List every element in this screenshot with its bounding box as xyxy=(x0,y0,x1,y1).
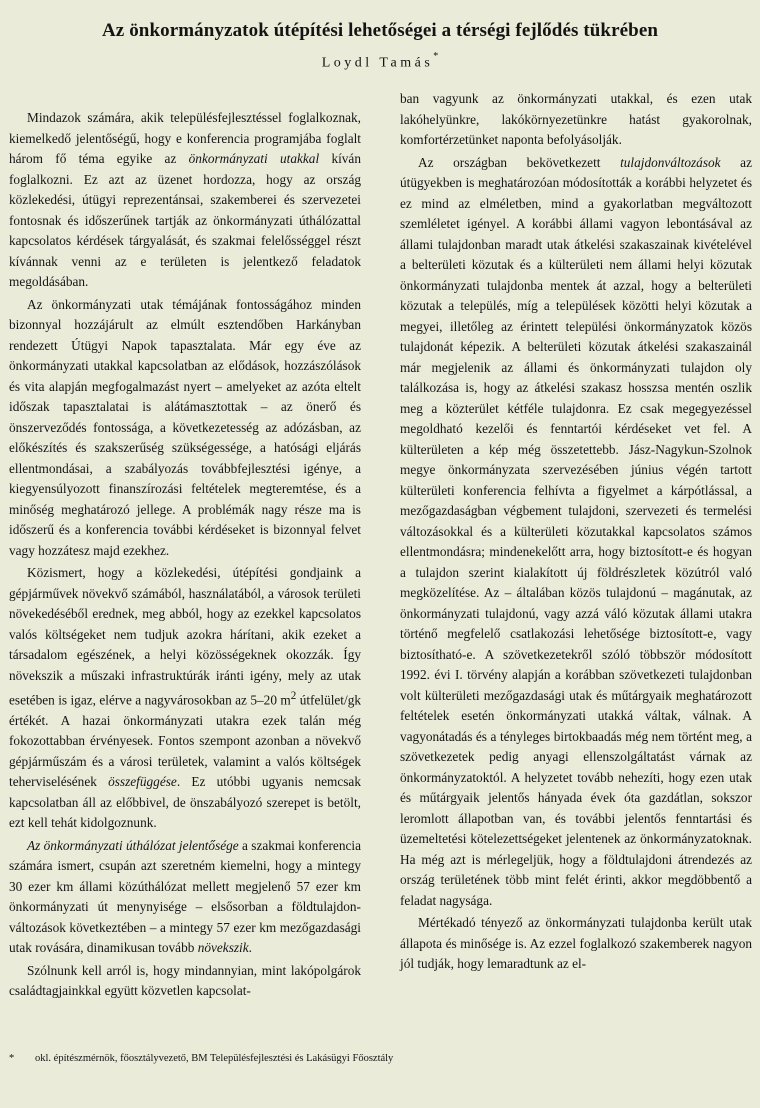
text-run: a szakmai konferencia számára ismert, csupán azt szeretném kiemelni, hogy a mintegy 30 ezer km állami közúthálózat mellett megjelenő 57 ezer km önkormányzati út menynyisége – elsősorban a földtulajdon-változások következtében – a mintegy 57 ezer km mezőgazdasági utak rovására, dinamikusan tovább xyxy=(9,837,361,956)
text-run: kíván foglalkozni. Ez azt az üzenet hordozza, hogy az ország közlekedési, útügyi reprezentánsai, szakemberei és szervezetei fontosnak és időszerűnek tartják az önkormányzati úthálózattal kapcsolatos kérdések tárgyalását, és szakmai felelősséggel részt kívánnak venni az e területen is jelentkező feladatok megoldásában. xyxy=(9,151,361,289)
paragraph: Az önkormányzati utak témájának fontosságához minden bizonnyal hozzájárult az elmúlt esztendőben Harkányban rendezett Útügyi Napok tapasztalata. Már egy éve az önkormányzati utakkal kapcsolatban az elődások, hozzászólások és vita alapján megfogalmazást nyert – amelyeket az azóta eltelt időszak tapasztalatai is alátámasztottak – az önerő és önszerveződés fontossága, a következetesség az adózásban, az előkészítés és szakszerűség szükségessége, a hatósági eljárás ellentmondásai, a szabályozás továbbfejlesztési igénye, a kiegyensúlyozott finanszírozási feltételek megteremtése, és a minőség meghatározó jellege. A problémák nagy része ma is időszerű és a konferencia további kérdéseket is bizonnyal felvet vagy hozzátesz majd ezekhez. xyxy=(9,296,361,558)
author-footnote-mark: * xyxy=(433,51,439,62)
superscript: 2 xyxy=(290,690,297,702)
emphasis: összefüggése xyxy=(108,774,177,790)
footnote xyxy=(9,1052,749,1066)
left-column xyxy=(9,108,361,1002)
author-line xyxy=(0,53,760,72)
text-run: . xyxy=(248,940,252,956)
text-run: Közismert, hogy a közlekedési, útépítési gondjaink a gépjárművek növekvő számából, használatából, a városok területi növekedéséből erednek, meg abból, hogy az ezekkel kapcsolatos valós költségeket nem tudjuk azokra hárítani, akik ezeket a társadalom egészének, a helyi közösségeknek okozzák. Így növekszik a műszaki infrastruktúrák iránti igény, mely az utak esetében is igaz, elérve a nagyvárosokban az 5–20 m xyxy=(9,565,361,708)
paragraph xyxy=(400,153,752,912)
text-run: Az országban bekövetkezett xyxy=(418,154,621,170)
paragraph: ban vagyunk az önkormányzati utakkal, és ezen utak lakóhelyünkre, lakókörnyezetünkre hatást gyakorolnak, komfortérzetünket naponta befolyásolják. xyxy=(400,91,752,147)
emphasis: növekszik xyxy=(197,940,249,956)
paragraph: Szólnunk kell arról is, hogy mindannyian, mint lakópolgárok családtagjainkkal együtt közvetlen kapcsolat- xyxy=(9,962,361,999)
text-run: Mindazok számára, akik településfejlesztéssel foglalkoznak, kiemelkedő jelentőségű, hogy e konferencia programjába foglalt három fő téma egyike az xyxy=(9,110,361,166)
paragraph: Mértékadó tényező az önkormányzati tulajdonba került utak állapota és minősége is. Az ezzel foglalkozó szakemberek nagyon jól tudják, hogy lemaradtunk az el- xyxy=(400,915,752,971)
right-column xyxy=(400,89,752,975)
article-title: Az önkormányzatok útépítési lehetőségei a térségi fejlődés tükrében xyxy=(101,20,659,41)
text-run: útfelület/gk értékét. A hazai önkormányzati utakra ezek talán még fokozottabban érvényesek. Fontos szempont azonban a növekvő gépjárműszám és a városi területek, valamint a valós költségek teherviselésének xyxy=(9,692,361,790)
paragraph xyxy=(9,108,361,293)
text-run: az útügyekben is meghatározóan módosították a korábbi helyzetet és ez mind az elméletben, mind a gyakorlatban megváltozott szemléletet igényel. A korábbi állami vagyon lebontásával az állami tulajdonban maradt utak átkelési szakaszainak kivételével a belterületi közutak és a külterületi nem állami helyi közutak önkormányzati tulajdonba mentek át azzal, hogy a belterületi közutak a település, míg a települések közötti helyi közutak a megyei, illetőleg az érintett települési önkormányzatok közös tulajdonát képezik. A belterületi közutak átkelési szakaszainál már megjelenik az állami és önkormányzati tulajdon oly találkozása is, hogy az átkelési szakasz hosszsa mentén oszlik meg a közterület kétféle tulajdonra. Ez csak megegyezéssel megoldható kezelői és fenntartói kérdéseket vet fel. A külterületen a kép még összetettebb. Jász-Nagykun-Szolnok megye önkormányzata szervezésében június végén tartott külterületi konferencia felhívta a figyelmet a kárpótlással, a mezőgazdaságban végbement tulajdoni, szervezeti és termelési változásokkal és a külterületi közutakkal kapcsolatos számos ellentmondásra; mindenekelőtt arra, hogy biztosított-e és hogyan a tulajdon szerint kialakított új földrészletek közútról való megközelítése. Az – általában közös tulajdonú – magánutak, az önkormányzati tulajdonú, vagy azzá váló közutak állami utakra történő megfelelő csatlakozási lehetősége biztosított-e, vagy biztosítható-e. A szövetkezetekről szóló többször módosított 1992. évi I. törvény alapján a korábban szövetkezeti tulajdonban volt külterületi mezőgazdasági utak és műtárgyaik meghatározott feltételek esetén önkormányzati utakká váltak, válnak. A vagyonátadás és a tényleges birtokbaadás még nem történt meg, a szövetkezetek pedig anyagi ellenszolgáltatást várnak az önkormányzatoktól. A helyzetet tovább nehezíti, hogy ezen utak és műtárgyaik jelentős hányada évek óta gazdátlan, sokszor leromlott állapotban van, és további jelentős fenntartási és üzemeltetési kötelezettségeket jelentenek az önkormányzatoknak. Ha még azt is mérlegeljük, hogy a földtulajdoni átrendezés az ország területének több mint felét érinti, akkor megdöbbentő a feladat nagysága. xyxy=(400,154,752,908)
emphasis: Az önkormányzati úthálózat jelentősége xyxy=(27,837,239,853)
emphasis: tulajdonváltozások xyxy=(620,154,721,170)
footnote-mark: * xyxy=(9,1053,15,1064)
paragraph xyxy=(9,836,361,959)
footnote-text: okl. építészmérnök, főosztályvezető, BM Településfejlesztési és Lakásügyi Főosztály xyxy=(35,1053,394,1064)
author-name: Loydl Tamás xyxy=(321,55,434,71)
emphasis: önkormányzati utakkal xyxy=(188,151,320,166)
text-run: . Ez utóbbi ugyanis nemcsak kapcsolatban áll az előbbivel, de önszabályozó szerepet is betölt, ezt kell tehát kidolgoznunk. xyxy=(9,774,361,831)
paragraph xyxy=(9,563,361,834)
